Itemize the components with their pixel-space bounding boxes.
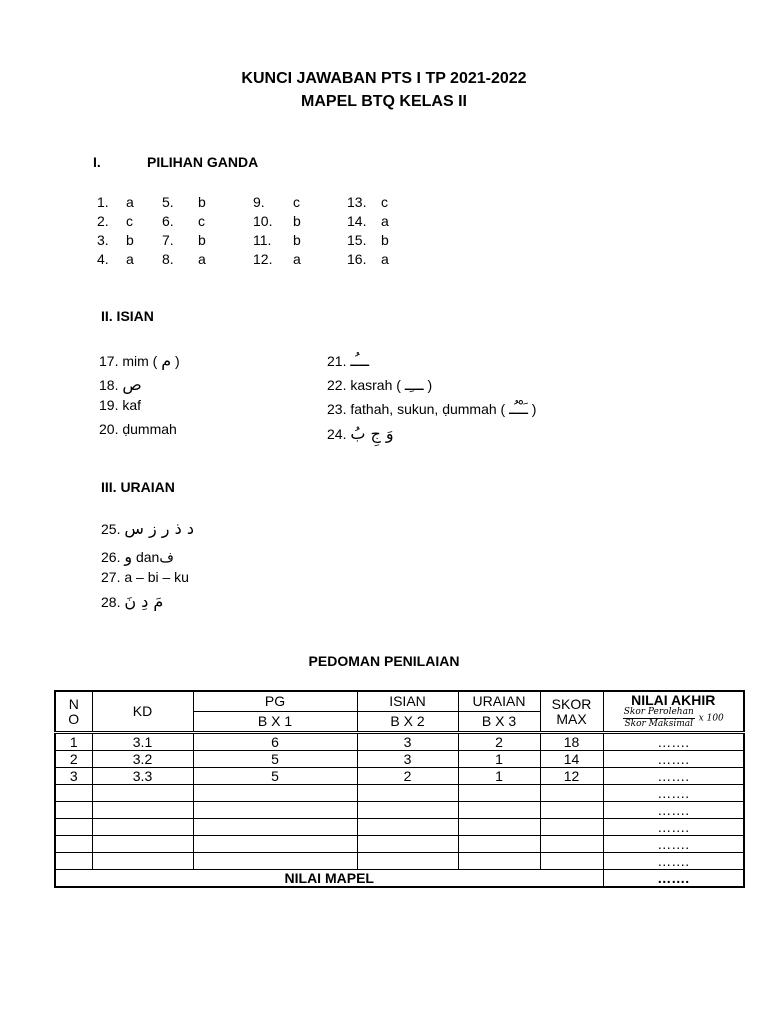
cell-nilai: ……. xyxy=(603,768,744,785)
grading-table xyxy=(54,690,745,888)
answer-number: 28. xyxy=(101,594,121,610)
cell-no: 1 xyxy=(55,733,92,751)
mc-number: 2. xyxy=(97,213,109,229)
cell-pg: 5 xyxy=(193,768,357,785)
section1-number: I. xyxy=(93,154,101,170)
answer-suffix: ) xyxy=(423,377,433,393)
arabic-answer: ـــُـ xyxy=(350,351,370,370)
arabic-answer: وَ جِ بُ xyxy=(350,424,394,443)
cell-kd: 3.2 xyxy=(92,751,193,768)
answer-line xyxy=(101,519,194,538)
answer-number: 23. xyxy=(327,401,347,417)
cell-nilai: ……. xyxy=(603,785,744,802)
section2-heading: II. ISIAN xyxy=(101,308,154,324)
header-uraian: URAIAN xyxy=(458,691,540,712)
cell-no: 3 xyxy=(55,768,92,785)
cell-pg: 5 xyxy=(193,751,357,768)
cell-kd xyxy=(92,836,193,853)
cell-pg xyxy=(193,836,357,853)
cell-no xyxy=(55,785,92,802)
cell-isian xyxy=(357,819,458,836)
mc-number: 4. xyxy=(97,251,109,267)
mc-number: 3. xyxy=(97,232,109,248)
cell-uraian: 1 xyxy=(458,768,540,785)
answer-number: 24. xyxy=(327,426,347,442)
answer-line xyxy=(99,421,177,437)
cell-uraian xyxy=(458,819,540,836)
answer-line xyxy=(327,399,536,418)
cell-kd xyxy=(92,802,193,819)
cell-uraian: 2 xyxy=(458,733,540,751)
answer-text: kasrah ( xyxy=(350,377,405,393)
mc-answer: c xyxy=(381,194,388,210)
answer-line xyxy=(99,375,142,394)
cell-uraian: 1 xyxy=(458,751,540,768)
header-kd: KD xyxy=(92,691,193,733)
mc-answer: a xyxy=(126,251,134,267)
mc-answer: a xyxy=(381,213,389,229)
cell-skor: 14 xyxy=(540,751,603,768)
answer-number: 21. xyxy=(327,353,347,369)
cell-no xyxy=(55,819,92,836)
cell-nilai: ……. xyxy=(603,819,744,836)
arabic-answer: و xyxy=(124,547,133,566)
isian-weight: B X 2 xyxy=(357,712,458,733)
mc-answer: a xyxy=(381,251,389,267)
mc-number: 6. xyxy=(162,213,174,229)
section3-heading: III. URAIAN xyxy=(101,479,175,495)
cell-skor xyxy=(540,819,603,836)
cell-isian xyxy=(357,836,458,853)
cell-isian: 3 xyxy=(357,733,458,751)
cell-no xyxy=(55,836,92,853)
answer-text: mim ( xyxy=(122,353,162,369)
answer-suffix: ) xyxy=(171,353,180,369)
answer-number: 26. xyxy=(101,549,121,565)
answer-line xyxy=(327,351,369,370)
cell-uraian xyxy=(458,853,540,870)
mc-number: 1. xyxy=(97,194,109,210)
cell-nilai: ……. xyxy=(603,802,744,819)
cell-isian: 2 xyxy=(357,768,458,785)
arabic-answer: ـــِـ xyxy=(404,375,424,394)
cell-nilai: ……. xyxy=(603,853,744,870)
answer-suffix: danف xyxy=(132,549,174,565)
cell-kd xyxy=(92,853,193,870)
header-skor-max: SKOR MAX xyxy=(540,691,603,733)
uraian-weight: B X 3 xyxy=(458,712,540,733)
mc-answer: b xyxy=(198,194,206,210)
cell-uraian xyxy=(458,836,540,853)
cell-skor: 18 xyxy=(540,733,603,751)
table-row xyxy=(55,802,744,819)
cell-kd xyxy=(92,819,193,836)
cell-uraian xyxy=(458,785,540,802)
arabic-answer: ـَـْـُـ xyxy=(509,399,528,418)
pg-weight: B X 1 xyxy=(193,712,357,733)
cell-no: 2 xyxy=(55,751,92,768)
arabic-answer: ص xyxy=(122,375,142,394)
nilai-formula: $\frac{\text{Skor Perolehan}}{\text{Skor Maksimal}}$ x 100 xyxy=(623,707,724,729)
document-title: KUNCI JAWABAN PTS I TP 2021-2022 xyxy=(241,70,527,87)
cell-kd: 3.1 xyxy=(92,733,193,751)
header-isian: ISIAN xyxy=(357,691,458,712)
nilai-mapel-value: ……. xyxy=(603,870,744,888)
mc-answer: c xyxy=(126,213,133,229)
table-row xyxy=(55,768,744,785)
answer-number: 20. xyxy=(99,421,119,437)
cell-skor xyxy=(540,802,603,819)
header-no: N O xyxy=(55,691,92,733)
table-row xyxy=(55,836,744,853)
cell-isian xyxy=(357,853,458,870)
arabic-answer: مَ دِ نَ xyxy=(124,592,164,611)
cell-no xyxy=(55,802,92,819)
mc-number: 12. xyxy=(253,251,273,267)
mc-answer: b xyxy=(198,232,206,248)
cell-nilai: ……. xyxy=(603,751,744,768)
table-row xyxy=(55,785,744,802)
header-nilai-akhir: NILAI AKHIR $\frac{\text{Skor Perolehan}}{\text{Skor Maksimal}}$ x 100 xyxy=(603,691,744,733)
mc-answer: b xyxy=(381,232,389,248)
answer-text: ḍummah xyxy=(122,421,177,437)
cell-kd xyxy=(92,785,193,802)
answer-number: 25. xyxy=(101,521,121,537)
cell-kd: 3.3 xyxy=(92,768,193,785)
answer-number: 18. xyxy=(99,377,119,393)
mc-number: 9. xyxy=(253,194,265,210)
cell-isian: 3 xyxy=(357,751,458,768)
table-row xyxy=(55,751,744,768)
mc-answer: a xyxy=(293,251,301,267)
mc-number: 16. xyxy=(347,251,367,267)
cell-pg xyxy=(193,785,357,802)
mc-number: 7. xyxy=(162,232,174,248)
cell-no xyxy=(55,853,92,870)
answer-number: 22. xyxy=(327,377,347,393)
mc-number: 5. xyxy=(162,194,174,210)
mc-answer: c xyxy=(293,194,300,210)
answer-line xyxy=(101,547,174,566)
cell-uraian xyxy=(458,802,540,819)
table-row xyxy=(55,819,744,836)
mc-number: 15. xyxy=(347,232,367,248)
document-subtitle: MAPEL BTQ KELAS II xyxy=(301,93,467,110)
mc-number: 11. xyxy=(253,232,272,248)
nilai-mapel-label: NILAI MAPEL xyxy=(55,870,603,888)
cell-isian xyxy=(357,802,458,819)
answer-line xyxy=(327,375,432,394)
cell-skor xyxy=(540,853,603,870)
cell-skor xyxy=(540,785,603,802)
cell-pg xyxy=(193,802,357,819)
arabic-answer: م xyxy=(161,351,172,370)
answer-text: kaf xyxy=(122,397,142,413)
answer-line xyxy=(101,569,189,585)
mc-answer: a xyxy=(126,194,134,210)
cell-pg: 6 xyxy=(193,733,357,751)
section1-heading: PILIHAN GANDA xyxy=(147,154,259,170)
mc-answer: a xyxy=(198,251,206,267)
cell-nilai: ……. xyxy=(603,836,744,853)
grading-heading: PEDOMAN PENILAIAN xyxy=(308,653,460,669)
answer-line xyxy=(101,592,163,611)
answer-suffix: ) xyxy=(527,401,537,417)
arabic-answer: د ذ ر ز س xyxy=(124,519,194,538)
answer-number: 19. xyxy=(99,397,119,413)
mc-number: 14. xyxy=(347,213,367,229)
cell-pg xyxy=(193,819,357,836)
cell-skor xyxy=(540,836,603,853)
answer-number: 17. xyxy=(99,353,119,369)
answer-number: 27. xyxy=(101,569,121,585)
cell-skor: 12 xyxy=(540,768,603,785)
mc-answer: b xyxy=(126,232,134,248)
mc-answer: c xyxy=(198,213,205,229)
mc-answer: b xyxy=(293,213,301,229)
header-pg: PG xyxy=(193,691,357,712)
cell-pg xyxy=(193,853,357,870)
answer-text: fathah, sukun, ḍummah ( xyxy=(350,401,510,417)
mc-number: 10. xyxy=(253,213,273,229)
mc-answer: b xyxy=(293,232,301,248)
answer-text: a – bi – ku xyxy=(124,569,189,585)
mc-number: 8. xyxy=(162,251,174,267)
mc-number: 13. xyxy=(347,194,367,210)
cell-isian xyxy=(357,785,458,802)
table-row xyxy=(55,853,744,870)
table-row xyxy=(55,733,744,751)
answer-line xyxy=(99,397,141,413)
answer-line xyxy=(327,424,394,443)
answer-line xyxy=(99,351,180,370)
cell-nilai: ……. xyxy=(603,733,744,751)
